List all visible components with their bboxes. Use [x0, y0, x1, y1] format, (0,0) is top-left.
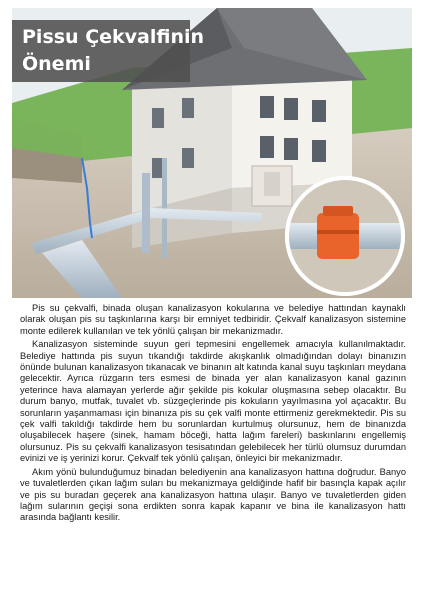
paragraph: Pis su çekvalfi, binada oluşan kanalizasyon kokularına ve belediye hattından kaynaklı olarak oluşan pis su taşkınlarına karşı bir emniyet tedbiridir. Çekvalf kanalizasyon sistemine monte edilerek kullanılan ve tek yönlü çalışan bir mekanizmadır.: [20, 303, 406, 336]
title-line-2: Önemi: [22, 53, 91, 75]
title-line-1: Pissu Çekvalfinin: [22, 26, 205, 48]
paragraph: Kanalizasyon sisteminde suyun geri tepmesini engellemek amacıyla kullanılmaktadır. Belediye hattında pis suyun tıkandığı takdirde akışkanlık olmadığından dolayı binanızın önünde bulunan kanalizasyon tıkanacak ve binanın alt katında kanal suyu taşkınları meydana gelecektir. Ayrıca rüzgarın ters esmesi de binada yer alan kanalizasyon kanal gazının yeterince hava alamayan yerlerde ağır şekilde pis kokular oluşmasına sebep olacaktır. Bu durum banyo, mutfak, tuvalet vb. süzgeçlerinde pis kokuların yayılmasına yol açacaktır. Bu sorunların yaşanmaması için binanıza pis su çek valfi monte ettirmeniz gerekmektedir. Pis su çek valfi takıldığı takdirde hem bu sorunlardan kurtulmuş olursunuz, hem de binanızda oluşabilecek haşere (sinek, hamam böceği, hatta lağım fareleri) baskınlarını engellemiş olursunuz. Pis su çekvalfi kanalizasyon tesisatından gelebilecek her türlü olumsuz durumdan evinizi ve iş yerinizi korur. Çekvalf tek yönlü çalışan, önleyici bir mekanizmadır.: [20, 339, 406, 464]
paragraph: Akım yönü bulunduğumuz binadan belediyenin ana kanalizasyon hattına doğrudur. Banyo ve tuvaletlerden çıkan lağım suları bu mekanizmaya geldiğinde hafif bir basınçla kapak açılır ve pis su buradan geçerek ana kanalizasyon hattına ulaşır. Banyo ve tuvaletlerden giden lağım sularının geçişi sona erdikten sonra kapak kapanır ve bina ile kanalizasyon hattı arasında bağlantı kesilir.: [20, 466, 406, 523]
title-banner: [12, 20, 205, 82]
article-body: [20, 303, 406, 524]
